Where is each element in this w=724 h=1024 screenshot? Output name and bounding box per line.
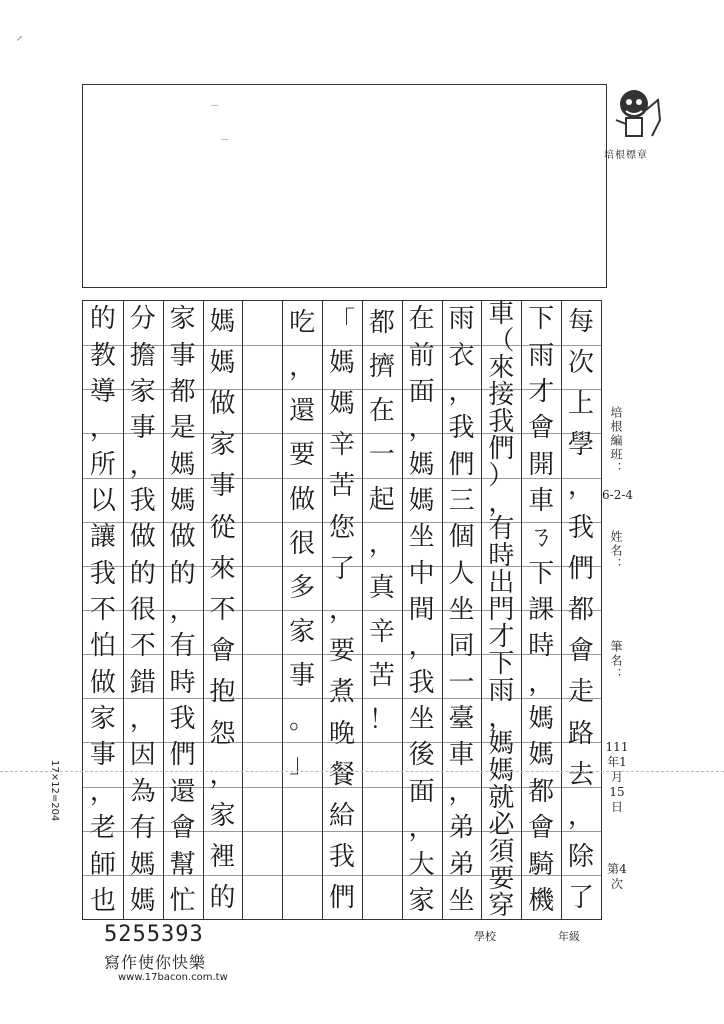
- essay-char: 是: [169, 413, 196, 444]
- essay-char: 接: [488, 380, 515, 411]
- essay-char: ，: [568, 471, 595, 502]
- grid-column-line: [442, 301, 443, 919]
- essay-char: 導: [89, 376, 116, 407]
- essay-char: ，: [488, 702, 515, 733]
- essay-char: 做: [289, 484, 316, 515]
- essay-char: 從: [209, 512, 236, 543]
- essay-char: 事: [89, 740, 116, 771]
- essay-char: 」: [289, 749, 316, 780]
- essay-char: 雨: [448, 304, 475, 335]
- essay-char: 我: [328, 842, 355, 873]
- essay-char: 時: [169, 667, 196, 698]
- essay-char: 苦: [368, 661, 395, 692]
- essay-char: 所: [89, 449, 116, 480]
- essay-char: 坐: [408, 522, 435, 553]
- essay-char: 會: [169, 813, 196, 844]
- essay-char: 要: [289, 440, 316, 471]
- essay-char: 的: [129, 558, 156, 589]
- essay-char: 家: [89, 704, 116, 735]
- essay-char: 因: [129, 740, 156, 771]
- essay-char: 才: [488, 621, 515, 652]
- essay-column: [484, 301, 518, 919]
- essay-char: 個: [448, 522, 475, 553]
- essay-char: ，: [448, 776, 475, 807]
- essay-char: ，: [289, 352, 316, 383]
- essay-char: 都: [169, 376, 196, 407]
- essay-char: 有: [129, 813, 156, 844]
- essay-column: [564, 301, 598, 919]
- essay-char: 我: [488, 406, 515, 437]
- essay-char: 以: [89, 485, 116, 516]
- essay-char: 媽: [209, 347, 236, 378]
- essay-char: 會: [568, 636, 595, 667]
- essay-char: 怨: [209, 718, 236, 749]
- essay-char: 「: [328, 306, 355, 337]
- essay-char: 們: [488, 433, 515, 464]
- essay-char: 三: [448, 485, 475, 516]
- grid-column-line: [362, 301, 363, 919]
- essay-char: 開: [528, 449, 555, 480]
- essay-char: 給: [328, 801, 355, 832]
- essay-char: 出: [488, 568, 515, 599]
- essay-char: ，: [209, 759, 236, 790]
- essay-char: 錯: [129, 667, 156, 698]
- essay-char: 怕: [89, 631, 116, 662]
- essay-char: 我: [129, 485, 156, 516]
- essay-char: 坐: [448, 885, 475, 916]
- class-title-label: 培根編班：: [609, 406, 623, 476]
- essay-char: 在: [368, 396, 395, 427]
- class-code: 6-2-4: [602, 488, 634, 502]
- essay-char: 媽: [129, 849, 156, 880]
- essay-grid: [82, 300, 602, 920]
- essay-char: 有: [488, 514, 515, 545]
- essay-char: 辛: [368, 617, 395, 648]
- essay-char: 們: [328, 883, 355, 914]
- essay-char: 教: [89, 340, 116, 371]
- essay-char: 下: [488, 648, 515, 679]
- essay-char: 煮: [328, 677, 355, 708]
- essay-char: 師: [89, 849, 116, 880]
- essay-char: 穿: [488, 890, 515, 921]
- essay-char: 弟: [448, 813, 475, 844]
- essay-column: [285, 301, 319, 919]
- grid-column-line: [322, 301, 323, 919]
- faint-mark: [221, 139, 228, 140]
- essay-char: 大: [408, 849, 435, 880]
- essay-char: （: [488, 326, 515, 357]
- essay-char: 擔: [129, 340, 156, 371]
- essay-char: 在: [408, 304, 435, 335]
- essay-char: 都: [568, 595, 595, 626]
- essay-char: 很: [129, 595, 156, 626]
- essay-char: 很: [289, 528, 316, 559]
- essay-char: 家: [289, 617, 316, 648]
- essay-char: 下: [528, 304, 555, 335]
- essay-char: ，: [89, 776, 116, 807]
- essay-char: 除: [568, 842, 595, 873]
- essay-char: 事: [129, 413, 156, 444]
- essay-char: 苦: [328, 471, 355, 502]
- essay-char: 有: [169, 631, 196, 662]
- essay-char: 來: [488, 353, 515, 384]
- essay-char: 辛: [328, 430, 355, 461]
- essay-char: 們: [169, 740, 196, 771]
- essay-char: 的: [169, 558, 196, 589]
- essay-char: 學: [568, 430, 595, 461]
- essay-char: 一: [448, 667, 475, 698]
- essay-column: [205, 301, 239, 919]
- essay-char: 車: [488, 299, 515, 330]
- essay-char: 坐: [408, 704, 435, 735]
- essay-char: 擠: [368, 352, 395, 383]
- essay-char: 還: [169, 776, 196, 807]
- essay-char: 才: [528, 376, 555, 407]
- essay-char: 臺: [448, 704, 475, 735]
- essay-char: 須: [488, 836, 515, 867]
- name-label: 姓名：: [609, 530, 623, 572]
- essay-char: 我: [169, 704, 196, 735]
- essay-char: 做: [129, 522, 156, 553]
- essay-char: 家: [129, 376, 156, 407]
- essay-char: 面: [408, 776, 435, 807]
- essay-char: 了: [328, 553, 355, 584]
- essay-char: 不: [129, 631, 156, 662]
- essay-char: 們: [448, 449, 475, 480]
- essay-char: 門: [488, 595, 515, 626]
- grid-column-line: [242, 301, 243, 919]
- grid-column-line: [561, 301, 562, 919]
- essay-char: 了: [568, 883, 595, 914]
- essay-char: 弟: [448, 849, 475, 880]
- essay-char: 家: [209, 430, 236, 461]
- essay-char: 媽: [488, 756, 515, 787]
- essay-char: 抱: [209, 677, 236, 708]
- essay-char: 下: [528, 558, 555, 589]
- essay-column: [86, 301, 120, 919]
- essay-char: 會: [528, 413, 555, 444]
- essay-char: 我: [568, 512, 595, 543]
- essay-column: [166, 301, 200, 919]
- essay-char: 面: [408, 376, 435, 407]
- essay-char: 分: [129, 304, 156, 335]
- essay-char: 次: [568, 347, 595, 378]
- essay-char: 讓: [89, 522, 116, 553]
- essay-char: 我: [408, 667, 435, 698]
- essay-char: 衣: [448, 340, 475, 371]
- essay-char: 吃: [289, 308, 316, 339]
- teacher-comment-box: [82, 84, 607, 288]
- pen-name-label: 筆名：: [609, 640, 623, 682]
- essay-char: 前: [408, 340, 435, 371]
- essay-char: 媽: [528, 740, 555, 771]
- essay-char: 也: [89, 885, 116, 916]
- stamp-label: 培根標章: [604, 150, 648, 161]
- essay-char: 我: [448, 413, 475, 444]
- essay-char: 每: [568, 306, 595, 337]
- essay-char: ，: [169, 595, 196, 626]
- school-label: 學校: [474, 930, 496, 943]
- essay-char: 的: [89, 304, 116, 335]
- essay-char: 不: [89, 595, 116, 626]
- essay-char: 走: [568, 677, 595, 708]
- essay-char: 媽: [408, 485, 435, 516]
- essay-char: 家: [169, 304, 196, 335]
- essay-char: 忙: [169, 885, 196, 916]
- essay-char: ，: [568, 801, 595, 832]
- essay-char: 坐: [448, 595, 475, 626]
- essay-char: 事: [169, 340, 196, 371]
- essay-char: 路: [568, 718, 595, 749]
- essay-char: ，: [129, 449, 156, 480]
- essay-char: 家: [408, 885, 435, 916]
- website-url: www.17bacon.com.tw: [118, 972, 228, 983]
- essay-char: 都: [368, 308, 395, 339]
- essay-char: 必: [488, 810, 515, 841]
- serial-number: 5255393: [104, 922, 204, 947]
- grid-column-line: [521, 301, 522, 919]
- essay-char: 事: [289, 661, 316, 692]
- essay-char: 不: [209, 595, 236, 626]
- essay-char: 們: [568, 553, 595, 584]
- essay-char: 真: [368, 572, 395, 603]
- essay-char: 為: [129, 776, 156, 807]
- essay-char: 裡: [209, 842, 236, 873]
- essay-char: 會: [528, 813, 555, 844]
- essay-char: 媽: [328, 389, 355, 419]
- grid-column-line: [163, 301, 164, 919]
- essay-char: 去: [568, 759, 595, 790]
- essay-char: 還: [289, 396, 316, 427]
- essay-char: ，: [129, 704, 156, 735]
- essay-char: ，: [89, 413, 116, 444]
- essay-char: 媽: [129, 885, 156, 916]
- essay-column: [405, 301, 439, 919]
- essay-char: 家: [209, 801, 236, 832]
- essay-column: [325, 301, 359, 919]
- essay-char: ）: [488, 460, 515, 491]
- essay-char: 媽: [209, 306, 236, 337]
- essay-column: [445, 301, 479, 919]
- essay-char: 。: [289, 705, 316, 736]
- essay-char: 媽: [408, 449, 435, 480]
- essay-char: 一: [368, 440, 395, 471]
- essay-char: 上: [568, 389, 595, 419]
- essay-char: 就: [488, 783, 515, 814]
- essay-char: ，: [408, 413, 435, 444]
- fold-line: [0, 771, 724, 772]
- essay-char: 做: [209, 389, 236, 419]
- essay-char: 幫: [169, 849, 196, 880]
- essay-char: 事: [209, 471, 236, 502]
- grid-column-line: [203, 301, 204, 919]
- essay-char: 晚: [328, 718, 355, 749]
- essay-char: 騎: [528, 849, 555, 880]
- essay-char: 老: [89, 813, 116, 844]
- essay-char: 中: [408, 558, 435, 589]
- essay-char: 多: [289, 572, 316, 603]
- essay-char: 的: [209, 883, 236, 914]
- corner-mark: ↗: [16, 34, 23, 43]
- essay-char: 車: [448, 740, 475, 771]
- essay-char: 人: [448, 558, 475, 589]
- essay-char: 課: [528, 595, 555, 626]
- grid-size-code: 17×12=204: [49, 760, 60, 822]
- essay-char: 同: [448, 631, 475, 662]
- essay-char: 媽: [328, 347, 355, 378]
- essay-char: ㄋ: [528, 522, 555, 553]
- essay-char: 做: [169, 522, 196, 553]
- essay-char: 間: [408, 595, 435, 626]
- essay-char: 媽: [528, 704, 555, 735]
- faint-mark: [211, 105, 218, 106]
- essay-char: ！: [368, 705, 395, 736]
- date-text: 111年1月15日: [605, 740, 629, 814]
- essay-char: 機: [528, 885, 555, 916]
- essay-char: 我: [89, 558, 116, 589]
- essay-column: [365, 301, 399, 919]
- essay-char: 雨: [528, 340, 555, 371]
- essay-char: 要: [488, 863, 515, 894]
- essay-column: [245, 301, 279, 919]
- essay-char: 做: [89, 667, 116, 698]
- essay-char: 都: [528, 776, 555, 807]
- grid-column-line: [481, 301, 482, 919]
- essay-column: [524, 301, 558, 919]
- essay-char: 餐: [328, 759, 355, 790]
- grid-column-line: [123, 301, 124, 919]
- essay-char: 雨: [488, 675, 515, 706]
- essay-char: 您: [328, 512, 355, 543]
- essay-char: ，: [488, 487, 515, 518]
- essay-char: 時: [528, 631, 555, 662]
- essay-char: 時: [488, 541, 515, 572]
- essay-char: 媽: [169, 449, 196, 480]
- essay-char: 來: [209, 553, 236, 584]
- grade-label: 年級: [558, 930, 580, 943]
- grid-column-line: [282, 301, 283, 919]
- essay-char: ，: [448, 376, 475, 407]
- essay-char: 媽: [488, 729, 515, 760]
- essay-char: ，: [328, 595, 355, 626]
- essay-char: 起: [368, 484, 395, 515]
- submission-count: 第4次: [607, 862, 627, 891]
- essay-char: 要: [328, 636, 355, 667]
- grid-column-line: [402, 301, 403, 919]
- essay-char: 後: [408, 740, 435, 771]
- essay-char: 車: [528, 485, 555, 516]
- essay-char: ，: [528, 667, 555, 698]
- essay-column: [126, 301, 160, 919]
- essay-char: 會: [209, 636, 236, 667]
- essay-char: ，: [408, 631, 435, 662]
- slogan: 寫作使你快樂: [104, 953, 207, 972]
- essay-char: 媽: [169, 485, 196, 516]
- essay-char: ，: [408, 813, 435, 844]
- essay-char: ，: [368, 528, 395, 559]
